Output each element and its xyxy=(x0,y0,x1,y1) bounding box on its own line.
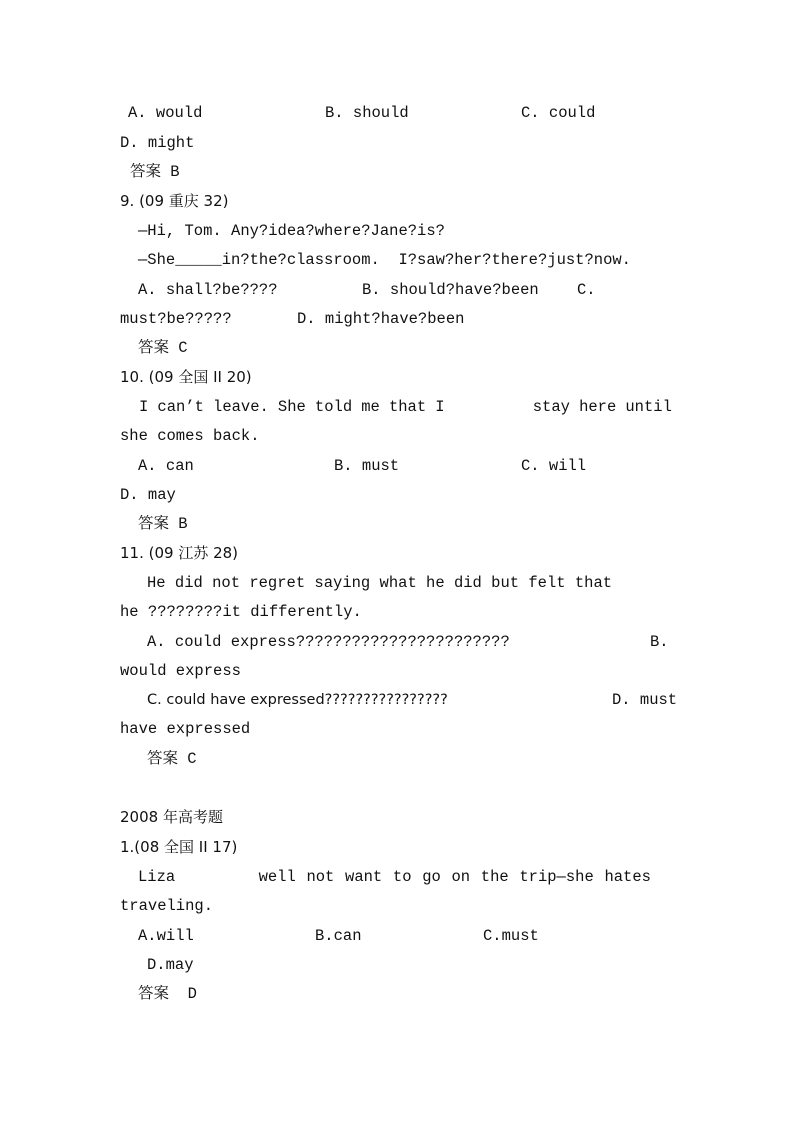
q8-option-d: D. might xyxy=(120,134,195,152)
q10-option-a: A. can xyxy=(138,457,194,475)
q11-option-d: D. must xyxy=(612,691,678,709)
q10-option-b: B. must xyxy=(334,457,400,475)
s1-word: well xyxy=(258,868,296,886)
q10-word: I xyxy=(435,398,445,416)
q11-option-c: C. could have expressed???????????????? xyxy=(147,692,448,708)
q11-heading: 11. (09 江苏 28) xyxy=(120,544,239,562)
q10-word: She xyxy=(277,398,306,416)
q10-word: I xyxy=(139,398,149,416)
s1-answer: 答案 D xyxy=(138,985,197,1003)
s1-word: hates xyxy=(604,868,651,886)
s1-blank xyxy=(186,867,248,887)
q11-option-a: A. could express??????????????????????? xyxy=(147,633,510,651)
q9-option-c-cont: must?be????? xyxy=(120,310,232,328)
q10-word: until xyxy=(625,398,672,416)
s1-line-1 xyxy=(138,867,651,887)
s1-word: trip—she xyxy=(519,868,594,886)
q8-answer: 答案 B xyxy=(130,163,180,181)
s1-word: go xyxy=(422,868,441,886)
q10-option-d: D. may xyxy=(120,486,176,504)
s1-word: not xyxy=(306,868,335,886)
section-heading-2008: 2008 年高考题 xyxy=(120,808,223,826)
q11-option-d-cont: have expressed xyxy=(120,720,251,738)
q10-blank xyxy=(454,397,524,417)
q9-option-d: D. might?have?been xyxy=(297,310,465,328)
q11-line-2: he ????????it differently. xyxy=(120,603,362,621)
q10-line-1 xyxy=(139,397,672,417)
q9-option-c: C. xyxy=(577,281,596,299)
s1-word: on xyxy=(451,868,471,886)
q9-line-2: —She_____in?the?classroom. I?saw?her?there?just?now. xyxy=(138,251,631,269)
q9-heading: 9. (09 重庆 32) xyxy=(120,192,229,210)
s1-option-b: B.can xyxy=(315,927,362,945)
s1-line-2: traveling. xyxy=(120,897,214,915)
q10-option-c: C. will xyxy=(521,457,587,475)
q10-answer: 答案 B xyxy=(138,515,188,533)
q10-line-2: she comes back. xyxy=(120,427,260,445)
s1-heading: 1.(08 全国 II 17) xyxy=(120,838,238,856)
q10-heading: 10. (09 全国 II 20) xyxy=(120,368,252,386)
s1-option-a: A.will xyxy=(138,927,194,945)
q8-option-a: A. would xyxy=(128,104,203,122)
s1-word: the xyxy=(480,868,509,886)
q9-option-b: B. should?have?been xyxy=(362,281,539,299)
q10-word: stay xyxy=(532,398,570,416)
q11-option-b: B. xyxy=(650,633,669,651)
q10-word: that xyxy=(388,398,427,416)
q10-word: told xyxy=(314,398,353,416)
q9-line-1: —Hi, Tom. Any?idea?where?Jane?is? xyxy=(138,222,445,240)
q8-option-b: B. should xyxy=(325,104,409,122)
q10-word: leave. xyxy=(213,398,269,416)
q9-answer: 答案 C xyxy=(138,339,188,357)
q11-option-b-cont: would express xyxy=(120,662,241,680)
q11-line-1: He did not regret saying what he did but felt that xyxy=(147,574,613,592)
s1-word: want xyxy=(345,868,383,886)
s1-option-d: D.may xyxy=(147,956,194,974)
s1-word: to xyxy=(392,868,412,886)
q10-word: here xyxy=(579,398,617,416)
q10-word: can’t xyxy=(157,398,204,416)
q8-option-c: C. could xyxy=(521,104,596,122)
q10-word: me xyxy=(361,398,380,416)
s1-option-c: C.must xyxy=(483,927,539,945)
q11-answer: 答案 C xyxy=(147,750,197,768)
q9-option-a: A. shall?be???? xyxy=(138,281,278,299)
s1-word: Liza xyxy=(138,868,176,886)
